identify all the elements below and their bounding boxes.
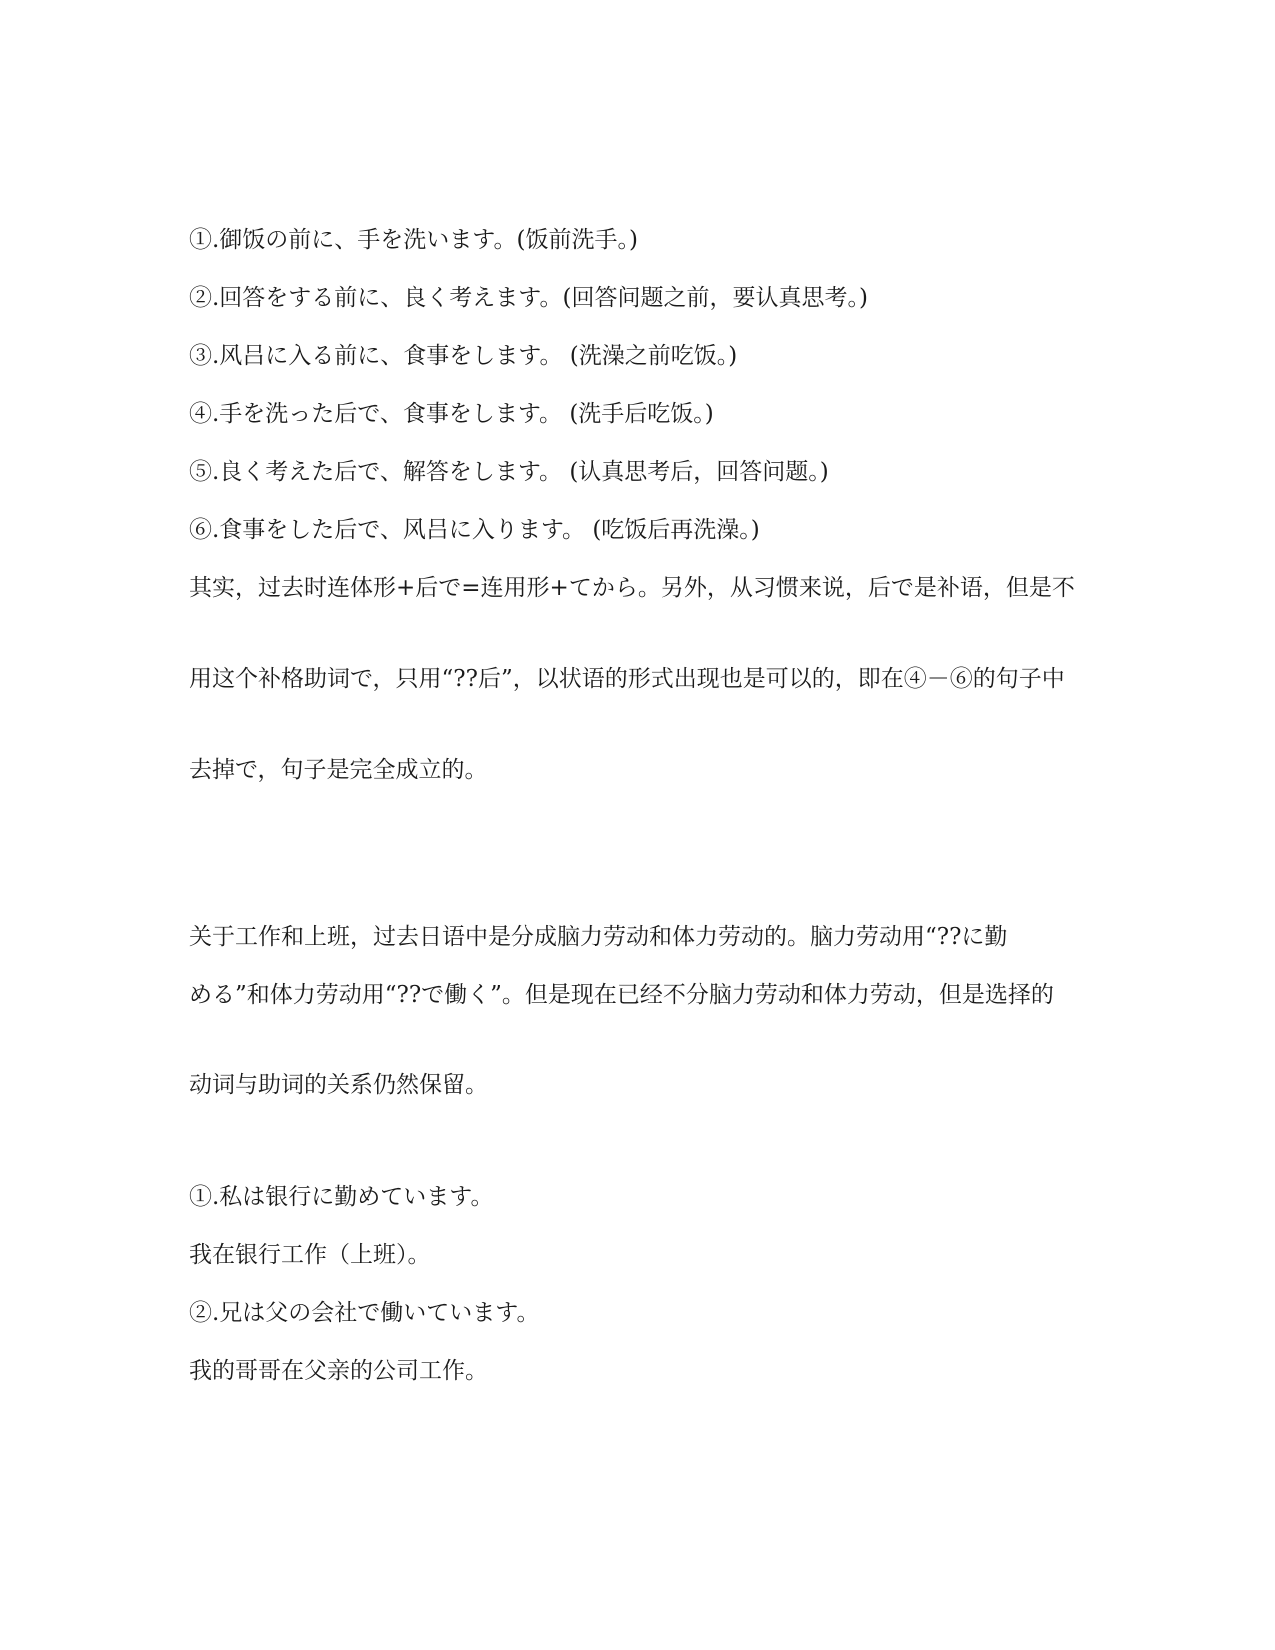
- example-line-3: ③.风吕に入る前に、食事をします。 (洗澡之前吃饭。): [189, 343, 738, 369]
- example-line-5: ⑤.良く考えた后で、解答をします。 (认真思考后，回答问题。): [189, 459, 829, 485]
- work-intro-paragraph-3: 动词与助词的关系仍然保留。: [189, 1072, 488, 1098]
- explanation-paragraph-2: 用这个补格助词で，只用“??后”，以状语的形式出现也是可以的，即在④－⑥的句子中: [189, 666, 1065, 692]
- work-intro-paragraph-1: 关于工作和上班，过去日语中是分成脑力劳动和体力劳动的。脑力劳动用“??に勤: [189, 924, 1008, 950]
- example-line-6: ⑥.食事をした后で、风吕に入ります。 (吃饭后再洗澡。): [189, 517, 760, 543]
- explanation-paragraph-3: 去掉で，句子是完全成立的。: [189, 757, 488, 783]
- work-example-2: ②.兄は父の会社で働いています。: [189, 1300, 540, 1326]
- example-line-4: ④.手を洗った后で、食事をします。 (洗手后吃饭。): [189, 401, 714, 427]
- explanation-paragraph-1: 其实，过去时连体形+后で=连用形+てから。另外，从习惯来说，后で是补语，但是不: [189, 575, 1075, 601]
- example-line-2: ②.回答をする前に、良く考えます。(回答问题之前，要认真思考。): [189, 285, 868, 311]
- work-intro-paragraph-2: める”和体力劳动用“??で働く”。但是现在已经不分脑力劳动和体力劳动，但是选择的: [189, 982, 1054, 1008]
- example-line-1: ①.御饭の前に、手を洗います。(饭前洗手。): [189, 227, 638, 253]
- work-example-1: ①.私は银行に勤めています。: [189, 1184, 494, 1210]
- work-example-1-translation: 我在银行工作（上班）。: [189, 1242, 431, 1268]
- work-example-2-translation: 我的哥哥在父亲的公司工作。: [189, 1358, 488, 1384]
